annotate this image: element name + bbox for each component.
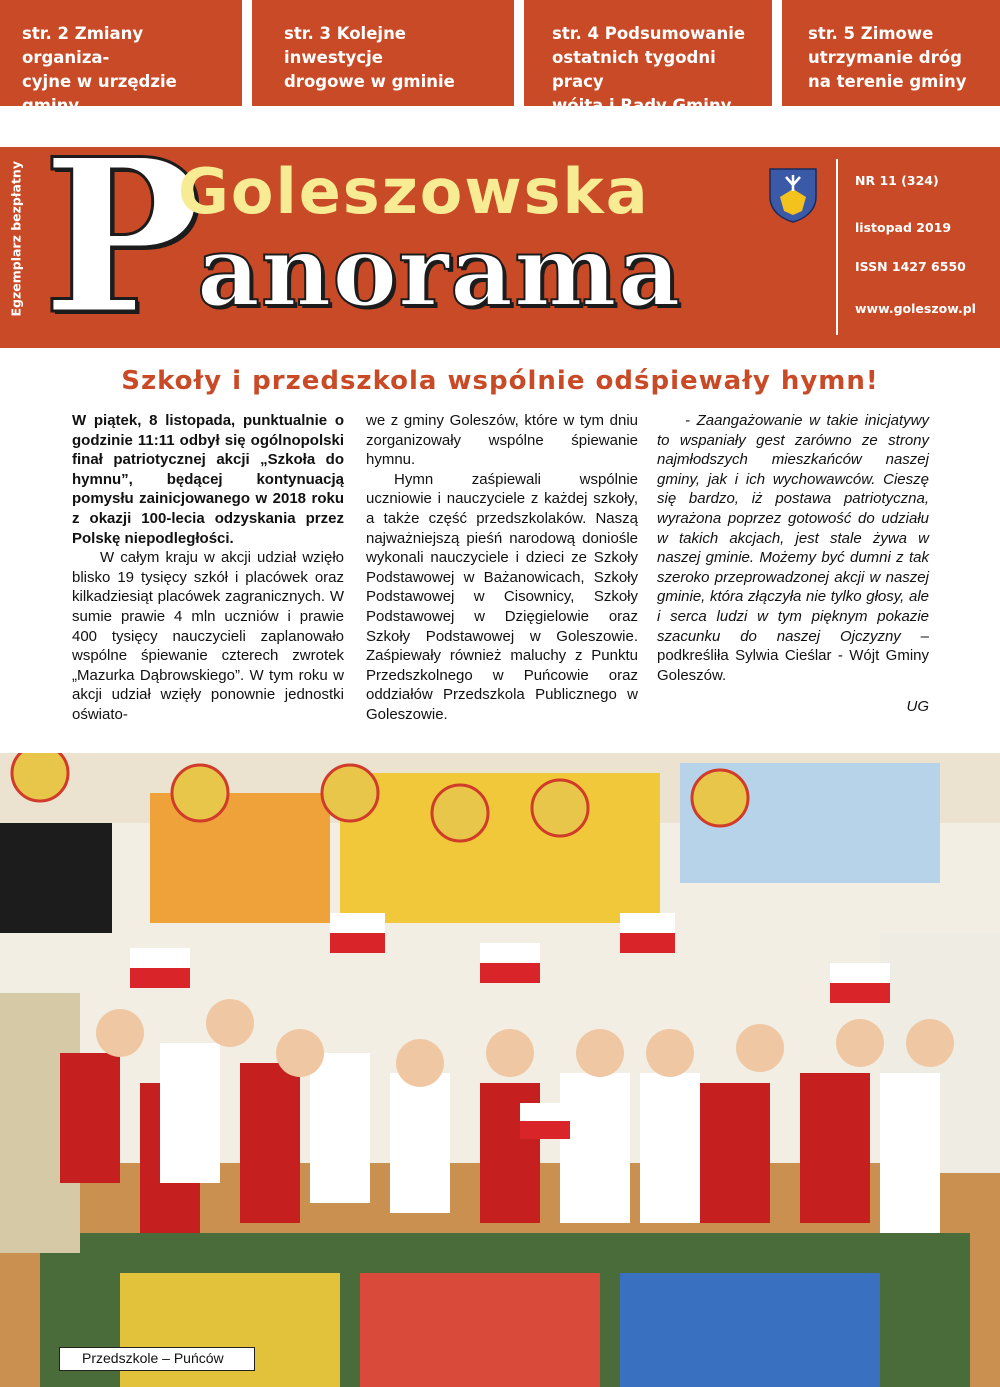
- article-paragraph-continued: we z gminy Goleszów, które w tym dniu zorganizowały wspólne śpiewanie hymnu.: [366, 412, 638, 469]
- website-link[interactable]: www.goleszow.pl: [855, 301, 976, 316]
- title-goleszowska: Goleszowska: [178, 155, 650, 228]
- teaser-page-5[interactable]: [782, 0, 1000, 106]
- masthead: [0, 147, 1000, 348]
- photo-caption: Przedszkole – Puńców: [59, 1347, 255, 1371]
- free-copy-label: Egzemplarz bezpłatny: [8, 161, 24, 317]
- photo-illustration: [0, 753, 1000, 1387]
- teaser-page-2[interactable]: [0, 0, 242, 115]
- teaser-page-4[interactable]: [524, 0, 772, 115]
- teaser-line: ostatnich tygodni pracy: [552, 48, 716, 91]
- coat-of-arms-icon: [768, 167, 818, 223]
- article-paragraph: W całym kraju w akcji udział wzięło blisko 19 tysięcy szkół i placówek oraz kilkadziesiąt placówek zagranicznych. W sumie prawie 4 mln uczniów i prawie 400 tysięcy nauczycieli zaplanowało wspólne śpiewanie czterech zwrotek „Mazurka Dąbrowskiego”. W tym roku w akcji udział wzięły ponownie jednostki oświato-: [72, 549, 344, 723]
- article-photo: [0, 753, 1000, 1387]
- issue-date: listopad 2019: [855, 220, 952, 235]
- teaser-line: na terenie gminy: [808, 72, 967, 91]
- teaser-line: utrzymanie dróg: [808, 48, 962, 67]
- teaser-line: str. 5 Zimowe: [808, 24, 934, 43]
- article-headline: Szkoły i przedszkola wspólnie odśpiewały hymn!: [121, 366, 879, 396]
- title-panorama: anorama: [197, 214, 682, 328]
- article-paragraph: Hymn zaśpiewali wspólnie uczniowie i nauczyciele z każdej szkoły, a także część przedszkolaków. Naszą najważniejszą pieśń narodową doniośle wykonali nauczyciele i dzieci ze Szkoły Podstawowej w Bażanowicach, Szkoły Podstawowej w Cisownicy, Szkoły Podstawowej w Dzięgielowie oraz Szkoły Podstawowej w Goleszowie. Zaśpiewały również maluchy z Punktu Przedszkolnego w Puńcowie oraz oddziałów Przedszkola Publicznego w Goleszowie.: [366, 470, 638, 723]
- teaser-line: str. 2 Zmiany organiza-: [22, 24, 144, 67]
- teaser-line: drogowe w gminie: [284, 72, 455, 91]
- teaser-line: str. 4 Podsumowanie: [552, 24, 746, 43]
- article-column-2: [366, 411, 638, 725]
- title-initial-letter: P: [42, 147, 202, 348]
- teaser-line: str. 3 Kolejne inwestycje: [284, 24, 407, 67]
- teaser-line: wójta i Rady Gminy: [552, 96, 732, 115]
- teaser-line: cyjne w urzędzie gminy: [22, 72, 177, 115]
- masthead-divider: [836, 159, 838, 335]
- article-quote: [657, 411, 929, 685]
- article-column-3: [657, 411, 929, 717]
- article-signature: UG: [906, 698, 929, 716]
- issue-number: NR 11 (324): [855, 173, 939, 188]
- teaser-page-3[interactable]: [252, 0, 514, 106]
- quote-text: - Zaangażowanie w takie inicjatywy to wspaniały gest zarówno ze strony najmłodszych mieszkańców naszej gminy, jak i ich wychowawców. Cieszę się bardzo, iż postawa patriotyczna, wyrażona poprzez gotowość do udziału w takich akcjach, jest stale żywa w naszej gminie. Możemy być dumni z tak szeroko przeprowadzonej akcji w naszej gminie, która złączyła nie tylko głosy, ale i serca ludzi w tym pięknym pokazie szacunku do naszej Ojczyzny: [657, 412, 929, 645]
- article-column-1: [72, 411, 344, 725]
- article-lead: W piątek, 8 listopada, punktualnie o godzinie 11:11 odbył się ogólnopolski finał patriotycznej akcji „Szkoła do hymnu”, będącej kontynuacją pomysłu zainicjowanego w 2018 roku z okazji 100-lecia odzyskania przez Polskę niepodległości.: [72, 412, 344, 547]
- quote-attribution: – podkreśliła Sylwia Cieślar - Wójt Gminy Goleszów.: [657, 627, 929, 684]
- issn: ISSN 1427 6550: [855, 259, 966, 274]
